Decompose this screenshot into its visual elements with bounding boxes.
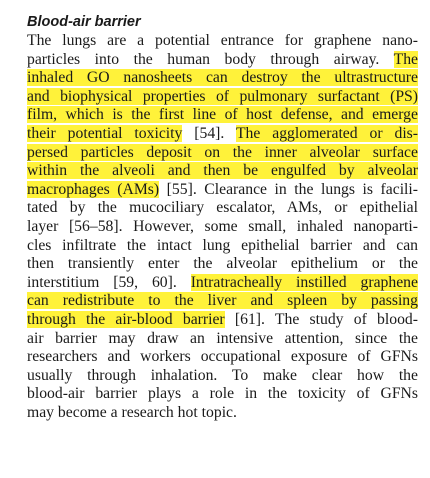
text-line (27, 237, 418, 256)
text-line (27, 88, 418, 107)
text-segment: interstitium [59, 60]. (27, 273, 191, 291)
highlighted-text: macrophages (AMs) (27, 180, 160, 198)
section-heading: Blood-air barrier (27, 14, 141, 30)
text-line (27, 51, 418, 70)
text-line (27, 162, 418, 181)
text-segment: usually through inhalation. To make clear how the (27, 366, 418, 384)
text-segment: [54]. (182, 124, 236, 142)
text-line (27, 255, 418, 274)
text-line (27, 292, 418, 311)
text-line (27, 404, 418, 423)
highlighted-text: film, which is the first line of host defense, and emerge (27, 106, 418, 124)
text-line (27, 181, 418, 200)
text-line (27, 125, 418, 144)
text-segment: air barrier may draw an intensive attention, since the (27, 329, 418, 347)
text-line (27, 311, 418, 330)
section-body (27, 32, 418, 422)
highlighted-text: can redistribute to the liver and spleen by passing (27, 292, 418, 310)
highlighted-text: The agglomerated or dis- (235, 124, 419, 142)
text-segment: [61]. The study of blood- (224, 310, 418, 328)
text-line (27, 330, 418, 349)
highlighted-text: within the alveoli and then be engulfed by alveolar (27, 162, 418, 180)
text-segment: [55]. Clearance in the lungs is facili- (159, 180, 418, 198)
text-line (27, 106, 418, 125)
text-line (27, 274, 418, 293)
highlighted-text: and biophysical properties of pulmonary surfactant (PS) (27, 87, 418, 105)
highlighted-text: their potential toxicity (27, 124, 183, 142)
text-line (27, 348, 418, 367)
text-line (27, 199, 418, 218)
text-segment: then transiently enter the alveolar epithelium or the (27, 255, 418, 273)
text-line (27, 385, 418, 404)
text-line (27, 69, 418, 88)
text-line (27, 32, 418, 51)
text-segment: The lungs are a potential entrance for graphene nano- (27, 32, 418, 49)
highlighted-text: Intratracheally instilled graphene (190, 273, 418, 291)
text-segment: researchers and workers occupational exposure of GFNs (27, 348, 418, 366)
highlighted-text: The (393, 50, 418, 68)
text-segment: cles infiltrate the intact lung epithelial barrier and can (27, 236, 418, 254)
text-line (27, 218, 418, 237)
text-segment: layer [56–58]. However, some small, inhaled nanoparti- (27, 217, 418, 235)
highlighted-text: through the air-blood barrier (27, 310, 225, 328)
highlighted-text: persed particles deposit on the inner alveolar surface (27, 143, 418, 161)
text-segment: may become a research hot topic. (27, 403, 237, 421)
text-line (27, 367, 418, 386)
text-segment: blood-air barrier plays a role in the toxicity of GFNs (27, 385, 418, 403)
highlighted-text: inhaled GO nanosheets can destroy the ultrastructure (27, 69, 418, 87)
text-line (27, 144, 418, 163)
text-segment: tated by the mucociliary escalator, AMs, or epithelial (27, 199, 418, 217)
text-segment: particles into the human body through airway. (27, 50, 394, 68)
